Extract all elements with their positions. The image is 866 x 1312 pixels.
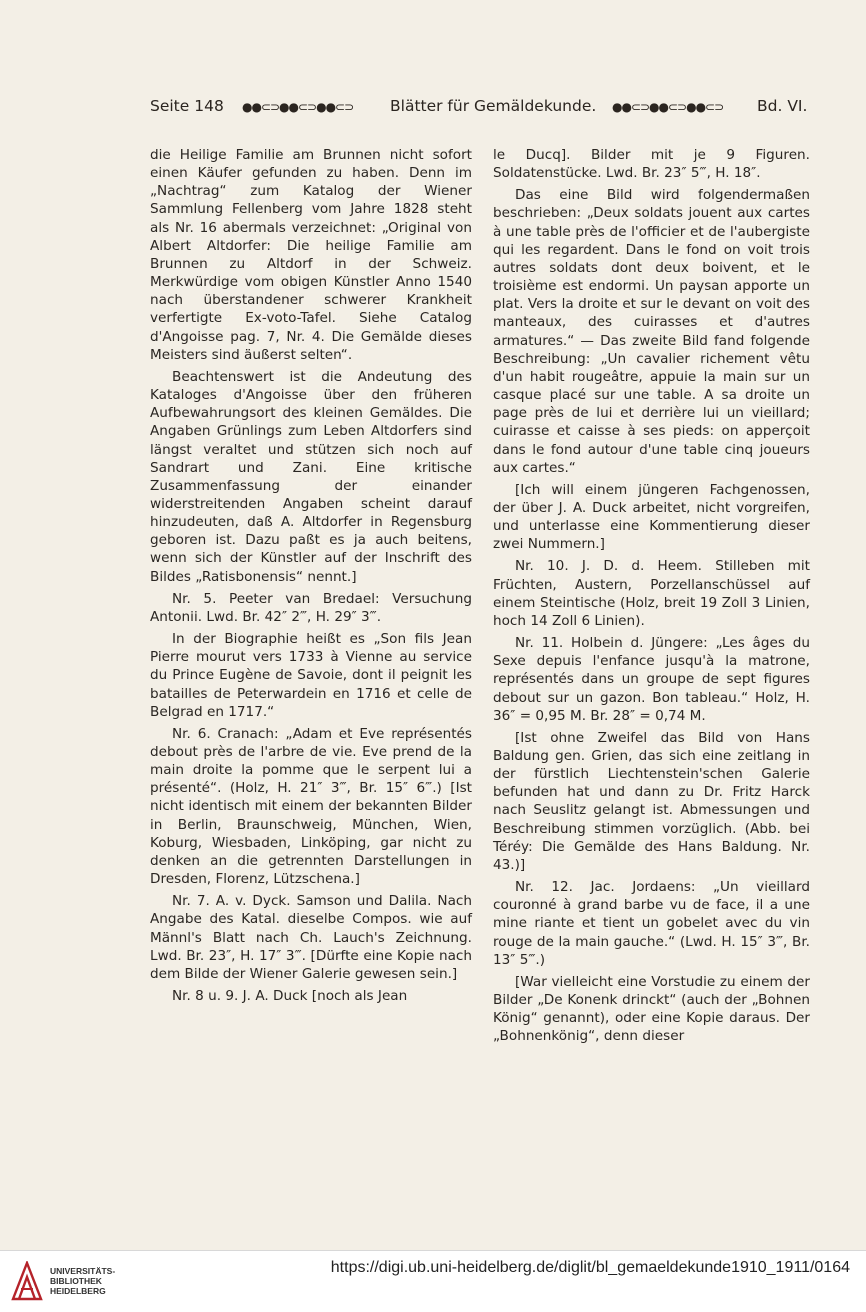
paragraph: [Ich will einem jüngeren Fachgenossen, der über J. A. Duck arbeitet, nicht vorgreifen, und unterlasse eine Kommentierung dieser zwei Nummern.] [493,481,810,553]
running-header [150,97,810,121]
library-name-line: UNIVERSITÄTS- [50,1266,116,1276]
paragraph: Nr. 11. Holbein d. Jüngere: „Les âges du Sexe depuis l'enfance jusqu'à la matrone, représentés dans un groupe de sept figures debout sur un gazon. Bon tableau.“ Holz, H. 36″ = 0,95 M. Br. 28″ = 0,74 M. [493,635,810,724]
right-column [493,146,810,1046]
paragraph: Beachtenswert ist die Andeutung des Kataloges d'Angoisse über den früheren Aufbewahrungsort des kleinen Gemäldes. Die Angaben Grünlings zum Leben Altdorfers sind längst veraltet und stützen sich noch auf Sandrart und Zani. Eine kritische Zusammenfassung der einander widerstreitenden Angaben scheint darauf hinzudeuten, daß A. Altdorfer in Regensburg geboren ist. Dazu paßt es ja auch beitens, wenn sich der Künstler auf der Inschrift des Bildes „Ratisbonensis“ nennt.] [150,368,472,585]
paragraph: Nr. 12. Jac. Jordaens: „Un vieillard couronné à grand barbe vu de face, il a une mine riante et tient un gobelet avec du vin rouge de la main gauche.“ (Lwd. H. 15″ 3‴, Br. 13″ 5‴.) [493,879,810,968]
viewer-footer [0,1250,866,1312]
paragraph: Nr. 5. Peeter van Bredael: Versuchung Antonii. Lwd. Br. 42″ 2‴, H. 29″ 3‴. [150,590,472,625]
paragraph: le Ducq]. Bilder mit je 9 Figuren. Soldatenstücke. Lwd. Br. 23″ 5‴, H. 18″. [493,147,810,182]
paragraph: die Heilige Familie am Brunnen nicht sofort einen Käufer gefunden zu haben. Denn im „Nachtrag“ zum Katalog der Wiener Sammlung Fellenberg vom Jahre 1828 steht als Nr. 16 abermals verzeichnet: „Original von Albert Altdorfer: Die heilige Familie am Brunnen zu Altdorf in der Schweiz. Merkwürdige vom obigen Künstler Anno 1540 nach überstandener schwerer Krankheit verfertigte Ex-voto-Tafel. Siehe Catalog d'Angoisse pag. 7, Nr. 4. Die Gemälde dieses Meisters sind äußerst selten“. [150,147,472,363]
paragraph: Nr. 8 u. 9. J. A. Duck [noch als Jean [172,988,408,1005]
paragraph: [War vielleicht eine Vorstudie zu einem der Bilder „De Konenk drinckt“ (auch der „Bohnen König“ genannt), oder eine Kopie daraus. Der „Bohnenkönig“, denn dieser [493,973,810,1045]
paragraph: In der Biographie heißt es „Son fils Jean Pierre mourut vers 1733 à Vienne au service du Prince Eugène de Savoie, dont il peignit les batailles de Peterwardein en 1716 et celle de Belgrad en 1717.“ [150,631,472,720]
paragraph: Das eine Bild wird folgendermaßen beschrieben: „Deux soldats jouent aux cartes à une table près de l'officier et de l'aubergiste qui les regardent. Dans le fond on voit trois autres soldats dont deux boivent, et le troisième est endormi. Un paysan apporte un plat. Vers la droite et sur le devant on voit des manteaux, des cuirasses et d'autres armatures.“ — Das zweite Bild fand folgende Beschreibung: „Un cavalier richement vêtu d'un habit rougeâtre, appuie la main sur un casque placé sur une table. A sa droite un page près de lui et derrière lui un vieillard; cuirasse et caisse à ses pieds: on apperçoit dans le fond autour d'une table cinq joueurs aux cartes.“ [493,187,810,476]
library-name-line: HEIDELBERG [50,1286,106,1296]
permalink-url[interactable]: https://digi.ub.uni-heidelberg.de/diglit/bl_gemaeldekunde1910_1911/0164 [330,1259,850,1276]
university-library-logo-icon [10,1261,44,1301]
library-name [50,1266,115,1296]
journal-title: Blätter für Gemäldekunde. [390,97,597,115]
volume-number: Bd. VI. [757,97,808,115]
paragraph: Nr. 6. Cranach: „Adam et Eve représentés debout près de l'arbre de vie. Eve prend de la main droite la pomme que le serpent lui a présenté“. (Holz, H. 21″ 3‴, Br. 15″ 6‴.) [Ist nicht identisch mit einem der bekannten Bilder in Berlin, Braunschweig, München, Wien, Koburg, Wiesbaden, Linköping, gar nicht zu denken an die getrennten Darstellungen in Dresden, Florenz, Lützschena.] [150,725,472,888]
header-ornament-left: ●●⊂⊃●●⊂⊃●●⊂⊃ [242,100,354,114]
paragraph: Nr. 7. A. v. Dyck. Samson und Dalila. Nach Angabe des Katal. dieselbe Compos. wie auf Männl's Blatt nach Ch. Lauch's Zeichnung. Lwd. Br. 23″, H. 17″ 3‴. [Dürfte eine Kopie nach dem Bilde der Wiener Galerie gewesen sein.] [150,893,472,982]
library-name-line: BIBLIOTHEK [50,1276,102,1286]
header-ornament-right: ●●⊂⊃●●⊂⊃●●⊂⊃ [612,100,724,114]
paragraph: Nr. 10. J. D. d. Heem. Stilleben mit Früchten, Austern, Porzellanschüssel auf einem Steintische (Holz, breit 19 Zoll 3 Linien, hoch 14 Zoll 6 Linien). [493,558,810,629]
paragraph: [Ist ohne Zweifel das Bild von Hans Baldung gen. Grien, das sich eine zeitlang in der fürstlich Liechtenstein'schen Galerie befunden hat und dann zu Dr. Fritz Harck nach Seuslitz gelangt ist. Abmessungen und Beschreibung stimmen vorzüglich. (Abb. bei Téréy: Die Gemälde des Hans Baldung. Nr. 43.)] [493,729,810,873]
left-column [150,146,472,1005]
page-number: Seite 148 [150,97,224,115]
